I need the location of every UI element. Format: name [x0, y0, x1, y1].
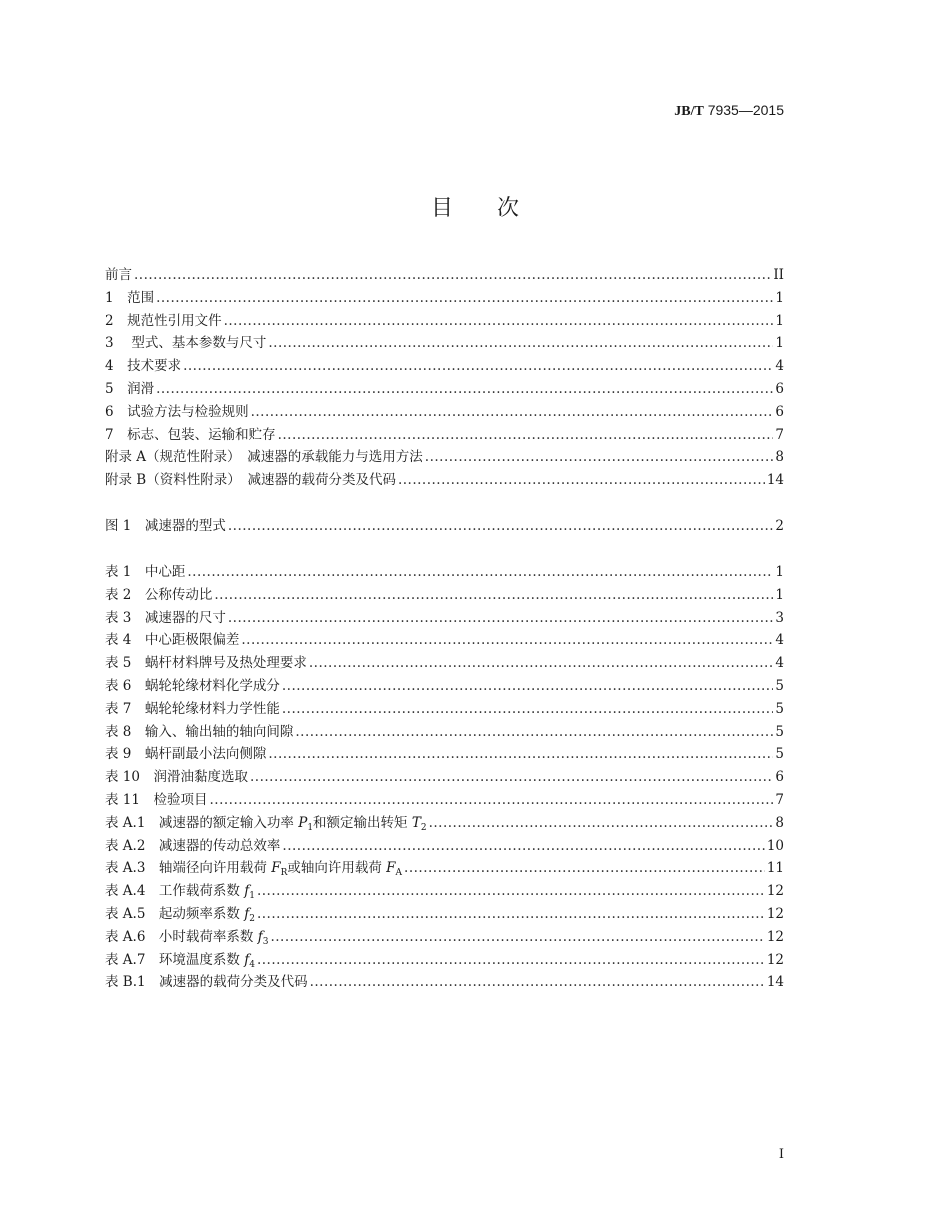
toc-main-section — [105, 264, 784, 492]
dot-leader — [156, 378, 773, 401]
toc-entry[interactable] — [105, 446, 784, 469]
toc-entry-label: 表 A.7 环境温度系数 $f_4$ — [105, 951, 255, 970]
standard-code-prefix: JB/T — [674, 104, 704, 119]
dot-leader — [268, 743, 773, 766]
toc-tables-section — [105, 561, 784, 994]
toc-entry-page: 1 — [775, 312, 784, 329]
toc-table-entry[interactable] — [105, 766, 784, 789]
toc-table-entry[interactable] — [105, 903, 784, 926]
toc-entry[interactable] — [105, 355, 784, 378]
page-title: 目次 — [430, 196, 563, 221]
toc-entry-label: 表 9 蜗杆副最小法向侧隙 — [105, 746, 267, 763]
toc-entry[interactable] — [105, 424, 784, 447]
toc-entry-page: 6 — [775, 403, 784, 420]
toc-entry-label: 表 A.2 减速器的传动总效率 — [105, 837, 281, 854]
toc-entry-label: 表 3 减速器的尺寸 — [105, 609, 226, 626]
toc-entry-label: 表 A.1 减速器的额定输入功率 $P_1$和额定输出转矩 $T_2$ — [105, 814, 427, 833]
toc-table-entry[interactable] — [105, 926, 784, 949]
toc-entry-page: 2 — [775, 518, 784, 534]
toc-entry-page: 5 — [775, 723, 784, 740]
toc-entry-label: 表 A.3 轴端径向许用载荷 $F_R$或轴向许用载荷 $F_A$ — [105, 860, 403, 879]
toc-table-entry[interactable] — [105, 743, 784, 766]
toc-entry-page: 12 — [766, 883, 784, 900]
dot-leader — [156, 287, 773, 310]
dot-leader — [282, 835, 764, 858]
toc-entry-page: 7 — [775, 426, 784, 443]
toc-entry-label: 表 10 润滑油黏度选取 — [105, 769, 248, 786]
dot-leader — [429, 812, 774, 835]
dot-leader — [228, 607, 774, 630]
toc-table-entry[interactable] — [105, 971, 784, 994]
toc-entry-page: 12 — [766, 951, 784, 968]
toc-entry-page: 10 — [766, 837, 784, 854]
dot-leader — [282, 698, 774, 721]
toc-table-entry[interactable] — [105, 652, 784, 675]
dot-leader — [257, 903, 765, 926]
toc-table-entry[interactable] — [105, 835, 784, 858]
toc-table-entry[interactable] — [105, 561, 784, 584]
math-subscript: R — [280, 868, 288, 879]
dot-leader — [278, 424, 774, 447]
standard-code — [674, 102, 784, 120]
toc-entry-page: 1 — [775, 335, 784, 352]
dot-leader — [228, 515, 774, 538]
toc-entry-label: 表 5 蜗杆材料牌号及热处理要求 — [105, 655, 307, 672]
math-symbol: T — [411, 814, 421, 831]
toc-entry-label: 表 8 输入、输出轴的轴向间隙 — [105, 723, 294, 740]
toc-entry-page: 11 — [766, 860, 784, 877]
toc-entry-page: 4 — [775, 655, 784, 672]
dot-leader — [257, 949, 765, 972]
toc-table-entry[interactable] — [105, 857, 784, 880]
dot-leader — [214, 584, 773, 607]
toc-entry-page: 12 — [766, 905, 784, 922]
dot-leader — [268, 332, 773, 355]
toc-entry-page: 5 — [775, 700, 784, 717]
math-subscript: 3 — [262, 936, 269, 947]
toc-entry-label: 表 7 蜗轮轮缘材料力学性能 — [105, 700, 280, 717]
math-subscript: 1 — [307, 822, 314, 833]
toc-entry-label: 4 技术要求 — [105, 358, 182, 375]
toc-entry-page: 14 — [766, 472, 784, 489]
toc-entry-page: 5 — [775, 746, 784, 763]
toc-entry-page: 8 — [775, 449, 784, 466]
dot-leader — [251, 401, 774, 424]
toc-table-entry[interactable] — [105, 812, 784, 835]
math-subscript: 1 — [249, 891, 255, 902]
toc-entry-label: 1 范围 — [105, 289, 155, 306]
math-symbol: P — [298, 814, 308, 831]
toc-entry-page: 1 — [775, 564, 784, 580]
math-symbol: f — [244, 951, 250, 968]
toc-entry-label: 7 标志、包装、运输和贮存 — [105, 426, 276, 443]
toc-table-entry[interactable] — [105, 698, 784, 721]
toc-entry-page: II — [773, 267, 784, 283]
math-symbol: f — [244, 905, 250, 922]
toc-entry-label: 表 A.5 起动频率系数 $f_2$ — [105, 905, 255, 924]
toc-entry[interactable] — [105, 310, 784, 333]
toc-entry-label: 表 A.6 小时载荷率系数 $f_3$ — [105, 928, 269, 947]
toc-table-entry[interactable] — [105, 629, 784, 652]
toc-entry[interactable] — [105, 401, 784, 424]
toc-table-entry[interactable] — [105, 675, 784, 698]
dot-leader — [295, 721, 773, 744]
math-symbol: f — [257, 928, 263, 945]
dot-leader — [209, 789, 773, 812]
toc-entry[interactable] — [105, 469, 784, 492]
math-symbol: F — [386, 860, 396, 877]
toc-entry-label: 表 11 检验项目 — [105, 791, 208, 808]
toc-entry-label: 2 规范性引用文件 — [105, 312, 222, 329]
toc-table-entry[interactable] — [105, 584, 784, 607]
toc-table-entry[interactable] — [105, 607, 784, 630]
dot-leader — [224, 310, 774, 333]
toc-entry[interactable] — [105, 378, 784, 401]
toc-entry-page: 14 — [766, 974, 784, 991]
toc-entry-label: 表 6 蜗轮轮缘材料化学成分 — [105, 677, 280, 694]
toc-entry-label: 表 B.1 减速器的载荷分类及代码 — [105, 974, 308, 991]
toc-entry-page: 6 — [775, 769, 784, 786]
toc-table-entry[interactable] — [105, 789, 784, 812]
toc-entry-page: 7 — [775, 791, 784, 808]
dot-leader — [187, 561, 773, 584]
dot-leader — [404, 857, 765, 880]
toc-entry-label: 附录 A（规范性附录） 减速器的承载能力与选用方法 — [105, 449, 423, 466]
math-subscript: A — [395, 868, 403, 879]
dot-leader — [250, 766, 773, 789]
toc-figure-entry[interactable] — [105, 515, 784, 538]
dot-leader — [183, 355, 773, 378]
toc-entry-page: 4 — [775, 358, 784, 375]
toc-entry-label: 3 型式、基本参数与尺寸 — [105, 335, 267, 352]
toc-entry[interactable] — [105, 264, 784, 287]
toc-entry[interactable] — [105, 287, 784, 310]
toc-entry-page: 3 — [775, 609, 784, 626]
dot-leader — [310, 971, 765, 994]
toc-entry-page: 8 — [775, 814, 784, 831]
toc-entry-label: 表 4 中心距极限偏差 — [105, 632, 240, 649]
dot-leader — [398, 469, 765, 492]
dot-leader — [309, 652, 774, 675]
dot-leader — [134, 264, 771, 287]
toc-entry-label: 表 1 中心距 — [105, 564, 186, 580]
toc-table-entry[interactable] — [105, 880, 784, 903]
math-symbol: F — [271, 860, 281, 877]
toc-entry-label: 附录 B（资料性附录） 减速器的载荷分类及代码 — [105, 472, 396, 489]
toc-entry-page: 12 — [766, 928, 784, 945]
toc-entry-label: 前言 — [105, 267, 132, 283]
dot-leader — [270, 926, 764, 949]
toc-entry-label: 表 2 公称传动比 — [105, 586, 213, 603]
dot-leader — [425, 446, 774, 469]
toc-figures-section — [105, 515, 784, 538]
toc-table-entry[interactable] — [105, 949, 784, 972]
toc-entry[interactable] — [105, 332, 784, 355]
page-number: I — [778, 1147, 784, 1162]
toc-entry-page: 6 — [775, 380, 784, 397]
math-subscript: 2 — [249, 913, 255, 924]
toc-entry-label: 表 A.4 工作载荷系数 $f_1$ — [105, 883, 255, 902]
dot-leader — [282, 675, 774, 698]
math-subscript: 4 — [249, 959, 255, 970]
toc-entry-label: 6 试验方法与检验规则 — [105, 403, 249, 420]
toc-entry-page: 1 — [775, 586, 784, 603]
toc-entry-page: 1 — [775, 289, 784, 306]
math-subscript: 2 — [420, 822, 427, 833]
toc-entry-label: 5 润滑 — [105, 380, 155, 397]
toc-table-entry[interactable] — [105, 721, 784, 744]
toc-entry-label: 图 1 减速器的型式 — [105, 518, 226, 534]
math-symbol: f — [244, 883, 250, 900]
toc-entry-page: 5 — [775, 677, 784, 694]
standard-code-number: 7935—2015 — [707, 102, 784, 118]
toc-entry-page: 4 — [775, 632, 784, 649]
dot-leader — [241, 629, 773, 652]
dot-leader — [257, 880, 765, 903]
